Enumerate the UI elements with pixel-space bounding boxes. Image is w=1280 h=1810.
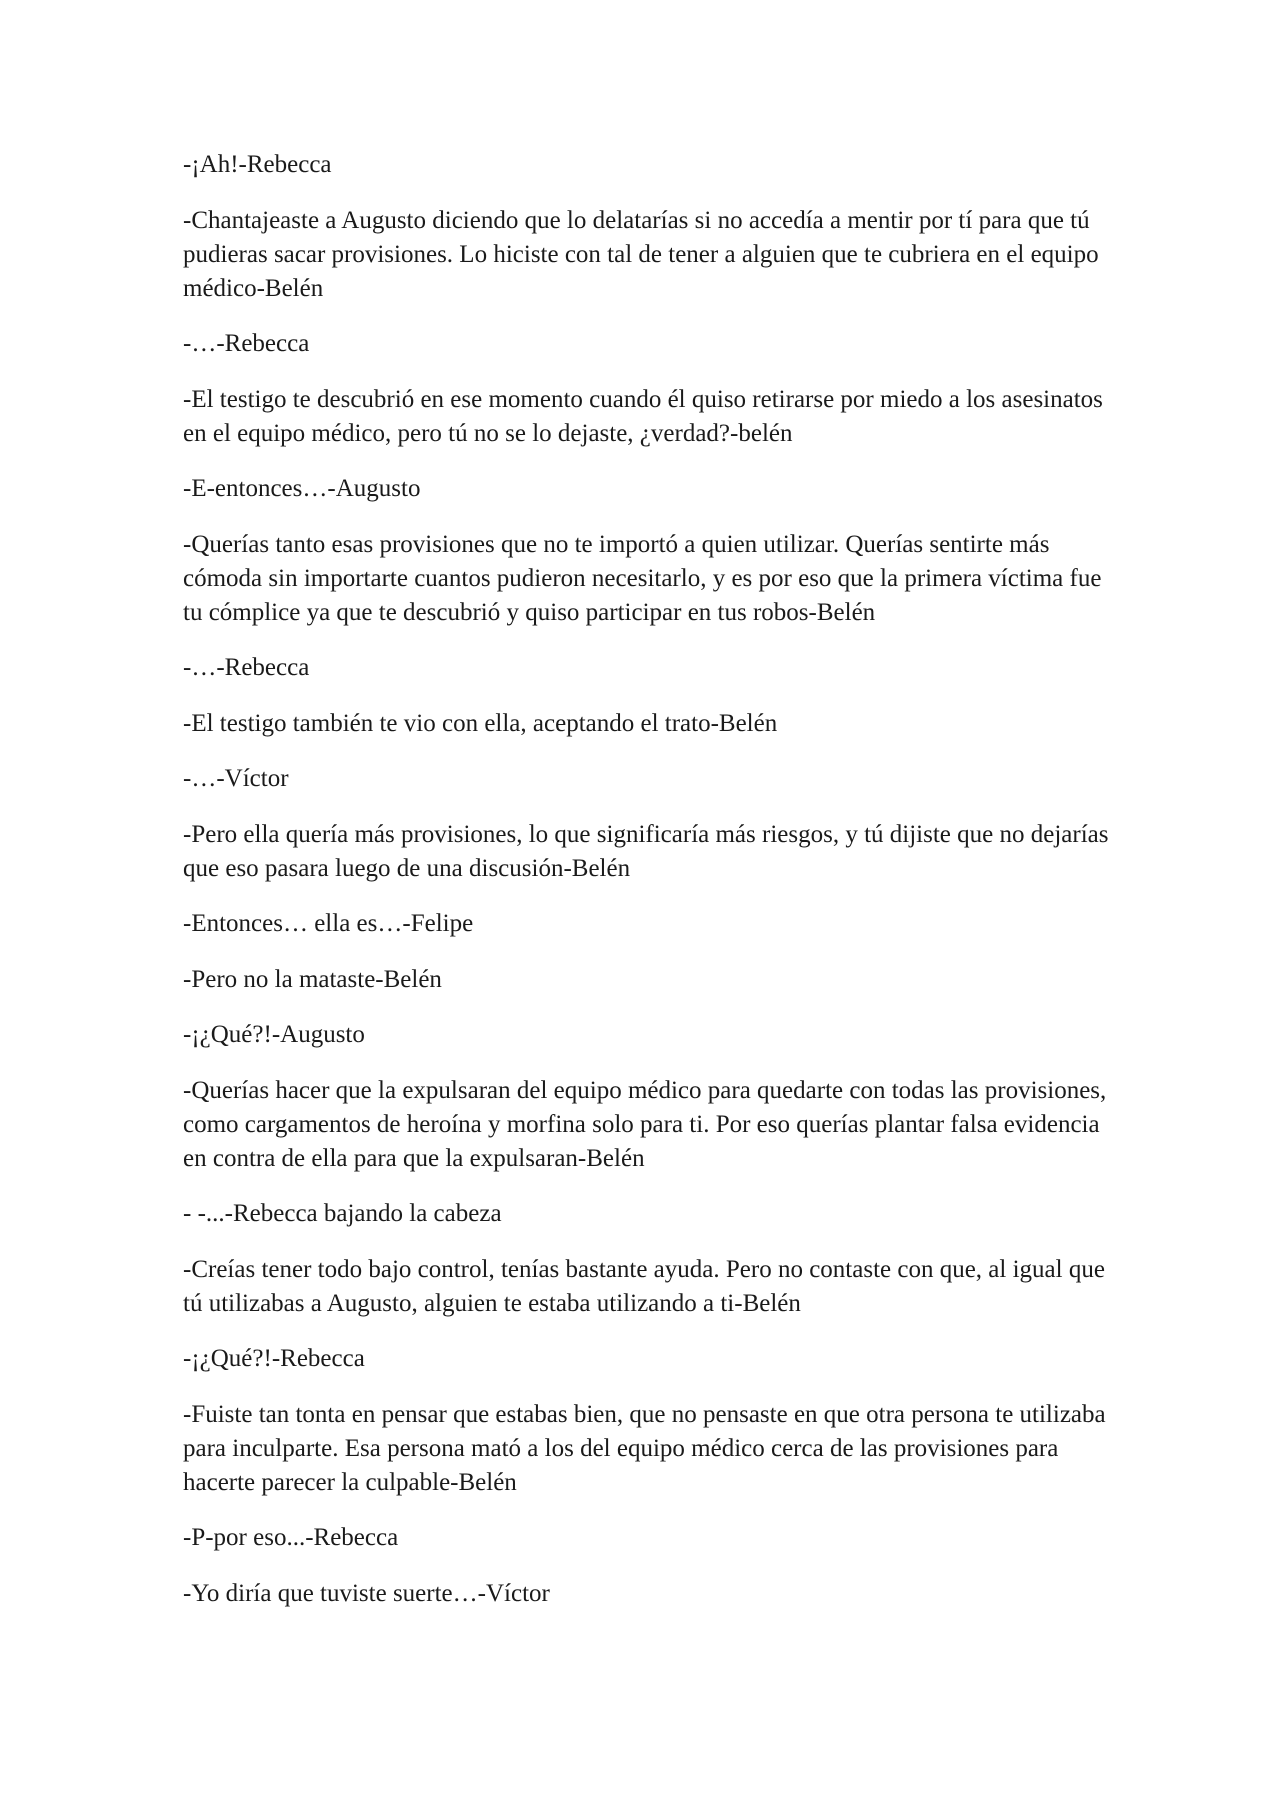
paragraph: -El testigo te descubrió en ese momento cuando él quiso retirarse por miedo a los asesinatos en el equipo médico, pero tú no se lo dejaste, ¿verdad?-belén bbox=[183, 385, 1103, 447]
dialogue-text bbox=[183, 148, 1113, 1632]
paragraph: -P-por eso...-Rebecca bbox=[183, 1524, 399, 1551]
paragraph: -E-entonces…-Augusto bbox=[183, 475, 421, 502]
paragraph: -¡Ah!-Rebecca bbox=[183, 151, 332, 178]
paragraph: -Pero no la mataste-Belén bbox=[183, 965, 442, 993]
paragraph: -Pero ella quería más provisiones, lo que significaría más riesgos, y tú dijiste que no dejarías que eso pasara luego de una discusión-Belén bbox=[183, 820, 1109, 882]
paragraph: - -...-Rebecca bajando la cabeza bbox=[183, 1200, 502, 1227]
paragraph: -…-Rebecca bbox=[183, 330, 310, 357]
paragraph: -Yo diría que tuviste suerte…-Víctor bbox=[183, 1579, 550, 1607]
paragraph: -Chantajeaste a Augusto diciendo que lo delatarías si no accedía a mentir por tí para que tú pudieras sacar provisiones. Lo hiciste con tal de tener a alguien que te cubriera en el equipo médico-Belén bbox=[183, 206, 1099, 302]
paragraph: -Querías hacer que la expulsaran del equipo médico para quedarte con todas las provisiones, como cargamentos de heroína y morfina solo para ti. Por eso querías plantar falsa evidencia en contra de ella para que la expulsaran-Belén bbox=[183, 1076, 1107, 1172]
paragraph: -Fuiste tan tonta en pensar que estabas bien, que no pensaste en que otra persona te utilizaba para inculparte. Esa persona mató a los del equipo médico cerca de las provisiones para hacerte parecer la culpable-Belén bbox=[183, 1400, 1106, 1496]
paragraph: -Querías tanto esas provisiones que no te importó a quien utilizar. Querías sentirte más cómoda sin importarte cuantos pudieron necesitarlo, y es por eso que la primera víctima fue tu cómplice ya que te descubrió y quiso participar en tus robos-Belén bbox=[183, 530, 1102, 626]
paragraph: -¡¿Qué?!-Rebecca bbox=[183, 1345, 365, 1372]
paragraph: -El testigo también te vio con ella, aceptando el trato-Belén bbox=[183, 709, 778, 737]
paragraph: -…-Víctor bbox=[183, 765, 289, 792]
paragraph: -Creías tener todo bajo control, tenías bastante ayuda. Pero no contaste con que, al igual que tú utilizabas a Augusto, alguien te estaba utilizando a ti-Belén bbox=[183, 1255, 1105, 1317]
paragraph: -…-Rebecca bbox=[183, 654, 310, 681]
paragraph: -¡¿Qué?!-Augusto bbox=[183, 1021, 365, 1048]
paragraph: -Entonces… ella es…-Felipe bbox=[183, 910, 474, 937]
